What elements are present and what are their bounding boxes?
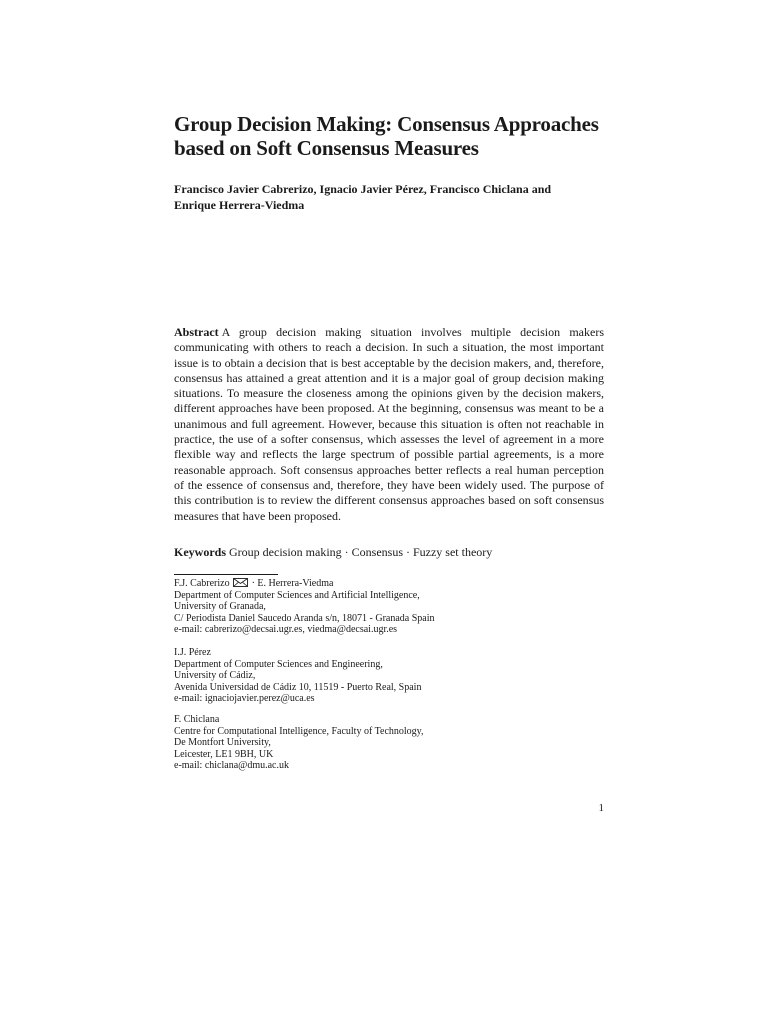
affiliation-line: Leicester, LE1 9BH, UK (174, 748, 274, 760)
affiliation-block (174, 578, 604, 636)
affiliation-email: e-mail: ignaciojavier.perez@uca.es (174, 693, 315, 705)
author-line: Francisco Javier Cabrerizo, Ignacio Javier Pérez, Francisco Chiclana and (174, 182, 552, 196)
abstract-text: A group decision making situation involves multiple decision makers communicating with others to reach a decision. In such a situation, the most important issue is to obtain a decision that is best acceptable by the decision makers, and, therefore, consensus has attained a great attention and it is a major goal of group decision making situations. To measure the closeness among the opinions given by the decision makers, different approaches have been proposed. At the beginning, consensus was meant to be a unanimous and full agreement. However, because this situation is often not reachable in practice, the use of a softer consensus, which assesses the level of agreement in a more flexible way and reflects the large spectrum of possible partial agreements, is a more reasonable approach. Soft consensus approaches better reflects a real human perception of the essence of consensus and, therefore, they have been widely used. The purpose of this contribution is to review the different consensus approaches based on soft consensus measures that have been proposed. (174, 325, 604, 523)
affiliation-line: Avenida Universidad de Cádiz 10, 11519 - Puerto Real, Spain (174, 681, 422, 693)
affiliation-email: e-mail: chiclana@dmu.ac.uk (174, 760, 289, 772)
affiliation-email: e-mail: cabrerizo@decsai.ugr.es, viedma@decsai.ugr.es (174, 624, 398, 636)
affiliation-name: F.J. Cabrerizo (174, 578, 230, 589)
author-line: Enrique Herrera-Viedma (174, 198, 305, 212)
abstract (174, 325, 604, 524)
affiliation-line: Department of Computer Sciences and Artificial Intelligence, (174, 589, 420, 601)
affiliation-block (174, 647, 604, 705)
affiliation-line: University of Granada, (174, 601, 266, 613)
author-list (174, 181, 604, 213)
title-line: Group Decision Making: Consensus Approaches (174, 112, 599, 136)
footnote-divider (174, 574, 278, 575)
paper-page (174, 0, 604, 1024)
affiliation-line: De Montfort University, (174, 737, 271, 749)
page-number: 1 (598, 802, 604, 814)
abstract-label: Abstract (174, 325, 219, 339)
affiliation-names (174, 578, 604, 590)
affiliation-line: Department of Computer Sciences and Engineering, (174, 658, 383, 670)
affiliation-name: I.J. Pérez (174, 647, 211, 658)
affiliation-name: · E. Herrera-Viedma (251, 578, 334, 589)
affiliation-name: F. Chiclana (174, 714, 220, 725)
affiliation-line: Centre for Computational Intelligence, Faculty of Technology, (174, 725, 424, 737)
keywords-text: Group decision making · Consensus · Fuzzy set theory (229, 545, 493, 559)
affiliation-line: University of Cádiz, (174, 670, 256, 682)
keywords-label: Keywords (174, 545, 226, 559)
affiliation-block (174, 714, 604, 772)
title-line: based on Soft Consensus Measures (174, 136, 479, 160)
keywords (174, 545, 604, 560)
affiliation-line: C/ Periodista Daniel Saucedo Aranda s/n, 18071 - Granada Spain (174, 612, 435, 624)
paper-title (174, 112, 604, 160)
envelope-icon (233, 578, 248, 587)
